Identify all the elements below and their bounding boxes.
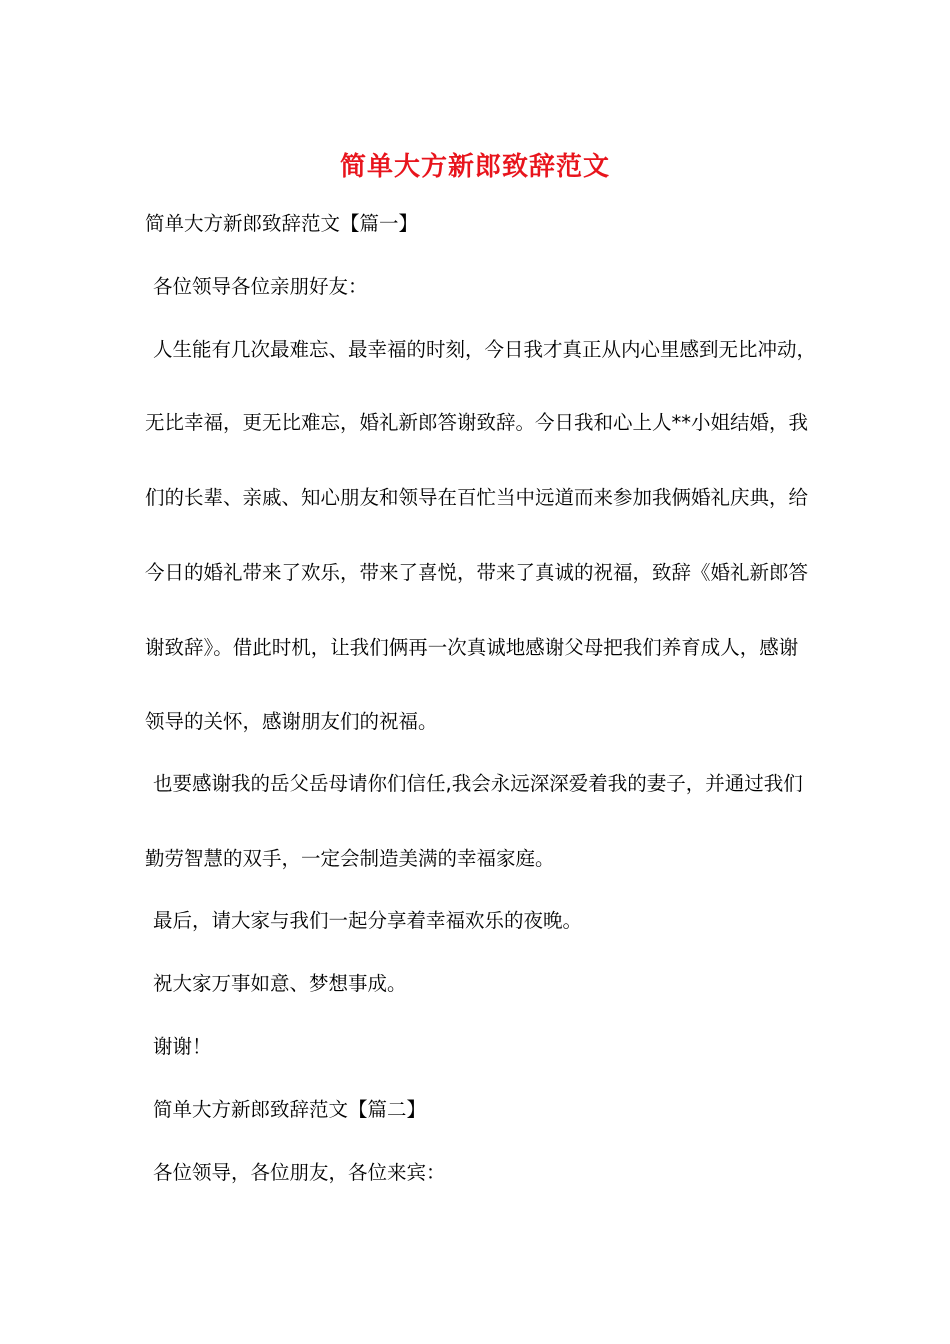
salutation-2: 各位领导，各位朋友，各位来宾： [153,1161,446,1184]
document-title: 简单大方新郎致辞范文 [339,152,610,182]
salutation-1: 各位领导各位亲朋好友： [153,275,368,298]
paragraph-line: 谢致辞》。借此时机，让我们俩再一次真诚地感谢父母把我们养育成人，感谢 [145,636,799,659]
section-heading-1: 简单大方新郎致辞范文【篇一】 [145,212,419,235]
paragraph-line: 今日的婚礼带来了欢乐，带来了喜悦，带来了真诚的祝福，致辞《婚礼新郎答 [145,561,809,584]
section-heading-2: 简单大方新郎致辞范文【篇二】 [153,1098,427,1121]
paragraph-line: 也要感谢我的岳父岳母请你们信任,我会永远深深爱着我的妻子，并通过我们 [153,772,803,795]
paragraph-line: 们的长辈、亲戚、知心朋友和领导在百忙当中远道而来参加我俩婚礼庆典，给 [145,486,809,509]
paragraph-line: 无比幸福，更无比难忘，婚礼新郎答谢致辞。今日我和心上人**小姐结婚，我 [145,411,809,434]
paragraph-line: 领导的关怀，感谢朋友们的祝福。 [145,710,438,733]
closing-thanks: 谢谢！ [153,1035,212,1058]
paragraph-line: 人生能有几次最难忘、最幸福的时刻，今日我才真正从内心里感到无比冲动， [153,338,817,361]
paragraph-line: 祝大家万事如意、梦想事成。 [153,972,407,995]
paragraph-line: 勤劳智慧的双手，一定会制造美满的幸福家庭。 [145,847,555,870]
paragraph-line: 最后，请大家与我们一起分享着幸福欢乐的夜晚。 [153,909,583,932]
